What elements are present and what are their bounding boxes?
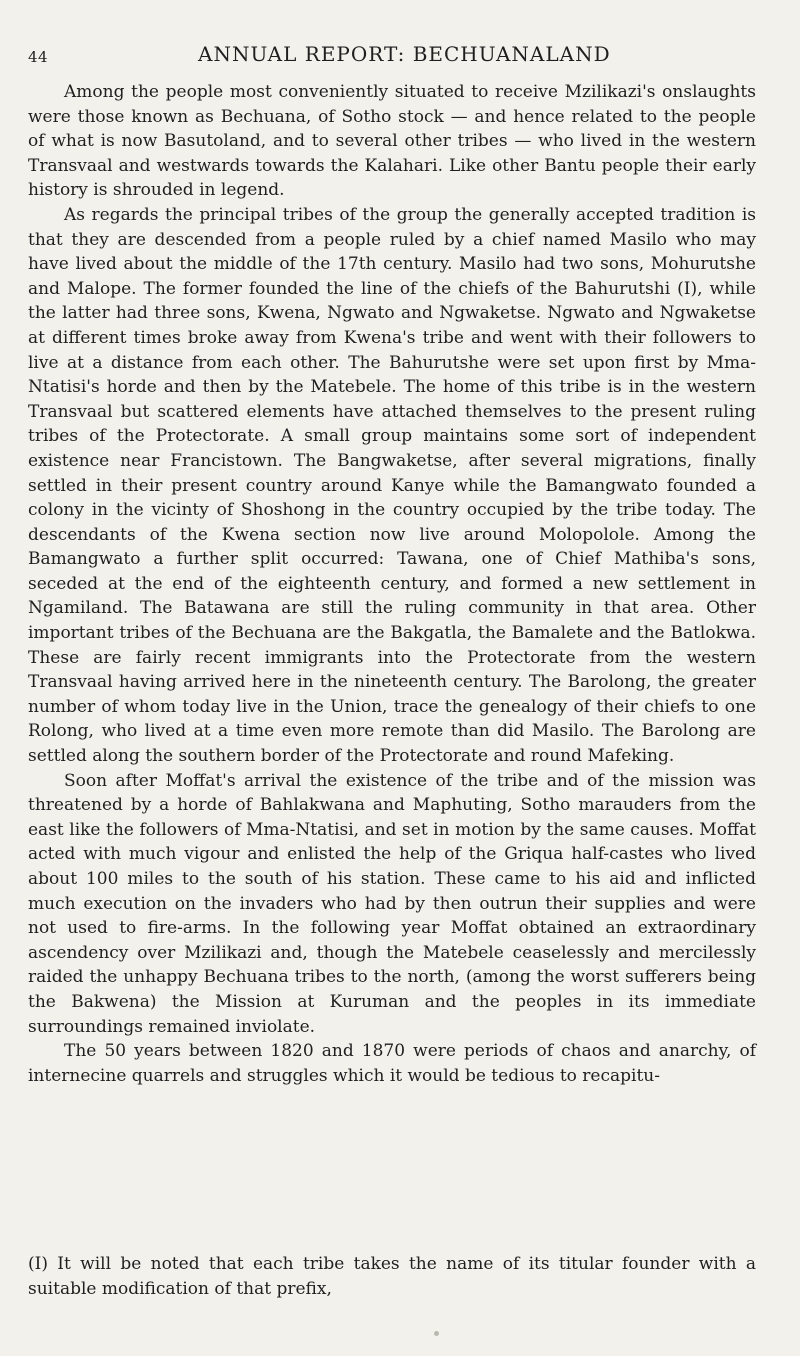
page-header [28, 40, 760, 70]
running-title: ANNUAL REPORT: BECHUANALAND [198, 42, 611, 66]
body-text [28, 80, 756, 1088]
paragraph-mzilikazi-onslaughts: Among the people most conveniently situated to receive Mzilikazi's onslaughts were those known as Bechuana, of Sotho stock — and hence related to the people of what is now Basutoland, and to several other tribes — who lived in the western Transvaal and westwards towards the Kalahari. Like other Bantu people their early history is shrouded in legend. [28, 82, 756, 201]
paragraph-fifty-years: The 50 years between 1820 and 1870 were periods of chaos and anarchy, of internecine quarrels and struggles which it would be tedious to recapitu- [28, 1041, 756, 1086]
footnote: (I) It will be noted that each tribe takes the name of its titular founder with a suitable modification of that prefix, [28, 1254, 756, 1299]
paragraph-principal-tribes: As regards the principal tribes of the group the generally accepted tradition is that they are descended from a people ruled by a chief named Masilo who may have lived about the middle of the 17th century. Masilo had two sons, Mohurutshe and Malope. The former founded the line of the chiefs of the Bahurutshi (I), while the latter had three sons, Kwena, Ngwato and Ngwaketse. Ngwato and Ngwaketse at different times broke away from Kwena's tribe and went with their followers to live at a distance from each other. The Bahurutshe were set upon first by Mma-Ntatisi's horde and then by the Matebele. The home of this tribe is in the western Transvaal but scattered elements have attached themselves to the present ruling tribes of the Protectorate. A small group maintains some sort of independent existence near Francistown. The Bangwaketse, after several migrations, finally settled in their present country around Kanye while the Bamangwato founded a colony in the vicinty of Shoshong in the country occupied by the tribe today. The descendants of the Kwena section now live around Molopolole. Among the Bamangwato a further split occurred: Tawana, one of Chief Mathiba's sons, seceded at the end of the eighteenth century, and formed a new settlement in Ngamiland. The Batawana are still the ruling community in that area. Other important tribes of the Bechuana are the Bakgatla, the Bamalete and the Batlokwa. These are fairly recent immigrants into the Protectorate from the western Transvaal having arrived here in the nineteenth century. The Barolong, the greater number of whom today live in the Union, trace the genealogy of their chiefs to one Rolong, who lived at a time even more remote than did Masilo. The Barolong are settled along the southern border of the Protectorate and round Mafeking. [28, 204, 756, 767]
page-number: 44 [28, 48, 49, 66]
paragraph-moffat-arrival: Soon after Moffat's arrival the existence of the tribe and of the mission was threatened by a horde of Bahlakwana and Maphuting, Sotho marauders from the east like the followers of Mma-Ntatisi, and set in motion by the same causes. Moffat acted with much vigour and enlisted the help of the Griqua half-castes who lived about 100 miles to the south of his station. These came to his aid and inflicted much execution on the invaders who had by then outrun their supplies and were not used to fire-arms. In the following year Moffat obtained an extraordinary ascendency over Mzilikazi and, though the Matebele ceaselessly and mercilessly raided the unhappy Bechuana tribes to the north, (among the worst sufferers being the Bakwena) the Mission at Kuruman and the peoples in its immediate surroundings remained inviolate. [28, 770, 756, 1037]
paper-speck [434, 1331, 439, 1336]
